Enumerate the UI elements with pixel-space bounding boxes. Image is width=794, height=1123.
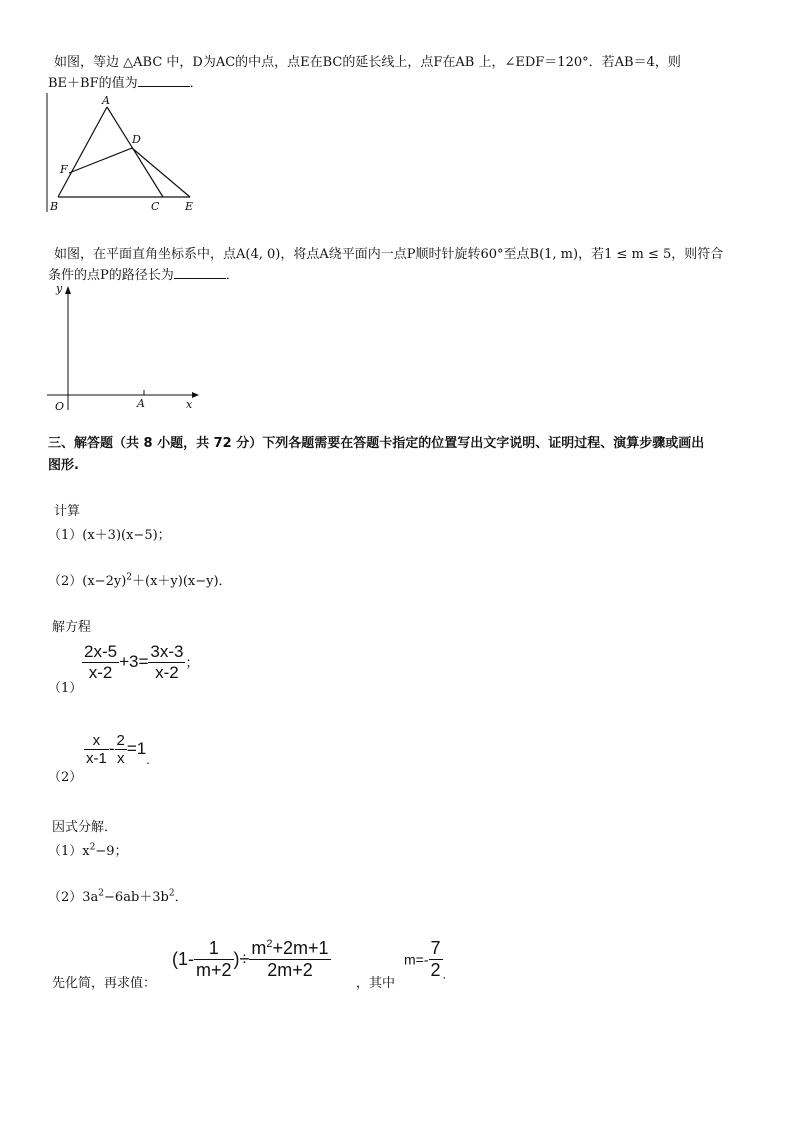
equations-title: 解方程 (52, 620, 92, 635)
simplify-m-value (404, 938, 446, 981)
eq1-end: ； (185, 654, 199, 670)
simplify-frac2-num-exponent: 2 (266, 938, 273, 950)
factor-part1-term: （1）x (48, 844, 90, 859)
label-f: F (60, 163, 68, 176)
equation-1-label: （1） (48, 681, 83, 696)
label-d: D (132, 133, 141, 146)
equation-1 (48, 640, 199, 696)
q2-coordinate-figure (44, 280, 204, 415)
segment-ac (107, 107, 163, 197)
simplify-frac3-num: 7 (430, 938, 441, 958)
q1-text-line2 (48, 72, 203, 91)
segment-ab (58, 107, 107, 197)
factor-part2-term: （2）3a (48, 890, 99, 905)
q2-text-prefix: 条件的点P的路径长为 (48, 268, 174, 283)
simplify-paren-open: (1- (172, 949, 194, 969)
segment-de (132, 148, 190, 197)
label-a: A (102, 94, 110, 107)
q1-text-prefix: BE＋BF的值为 (48, 76, 138, 91)
section3-heading-line1: 三、解答题（共 8 小题，共 72 分）下列各题需要在答题卡指定的位置写出文字说明、证明过程、演算步骤或画出 (48, 436, 705, 451)
calc-part2-term-a: (x−2y) (82, 574, 127, 589)
factor-part2-exponent-2: 2 (168, 888, 175, 899)
label-b: B (50, 200, 59, 213)
section3-heading-line2: 图形. (48, 458, 79, 473)
eq2-middle: - (108, 738, 115, 758)
label-point-a: A (137, 397, 145, 410)
factor-part1-exponent: 2 (89, 842, 96, 853)
calc-part2 (48, 570, 232, 589)
label-e: E (185, 200, 194, 213)
q2-text-suffix: ． (225, 268, 239, 283)
simplify-prefix: 先化简，再求值： (52, 976, 157, 991)
label-o: O (55, 400, 65, 413)
label-y: y (56, 282, 63, 295)
factor-part2 (48, 886, 188, 905)
y-axis-arrow-icon (65, 286, 71, 294)
eq1-frac2-den: x-2 (155, 663, 179, 682)
q1-text-suffix: ． (189, 76, 203, 91)
simplify-m-eq: m=- (404, 951, 429, 968)
factor-part2-end: ． (174, 890, 188, 905)
equation-2-expression (84, 732, 150, 767)
factor-part1 (48, 840, 128, 859)
simplify-end: . (442, 966, 447, 982)
eq2-period: . (146, 751, 150, 767)
simplify-expression (172, 938, 331, 981)
eq2-frac2-den: x (116, 750, 125, 767)
x-axis-arrow-icon (192, 392, 199, 398)
eq1-frac1-num: 2x-5 (84, 642, 118, 661)
simplify-middle: ，其中 (356, 976, 396, 991)
simplify-frac2-num (249, 938, 330, 960)
calc-part2-label: （2） (48, 574, 83, 589)
equation-2 (48, 730, 150, 786)
q1-answer-blank (138, 76, 190, 87)
label-x: x (186, 398, 193, 411)
factor-title: 因式分解． (52, 820, 118, 835)
eq2-frac1-num: x (84, 732, 109, 750)
eq1-middle: +3= (119, 651, 149, 671)
eq1-frac2-num: 3x-3 (150, 642, 184, 661)
simplify-frac2-num-rest: +2m+1 (272, 938, 329, 958)
simplify-frac1-den: m+2 (196, 960, 232, 980)
calc-part2-exponent: 2 (126, 572, 132, 583)
q1-text-line1: 如图，等边 △ABC 中，D为AC的中点，点E在BC的延长线上，点F在AB 上，∠EDF＝120°．若AB＝4，则 (54, 55, 681, 70)
calc-title: 计算 (54, 504, 81, 519)
factor-part2-exponent-1: 2 (98, 888, 105, 899)
label-c: C (151, 200, 160, 213)
calc-part2-term-b: ＋(x＋y)(x−y)． (132, 574, 232, 589)
q2-answer-blank (174, 268, 226, 279)
simplify-frac2-den: 2m+2 (267, 960, 313, 980)
simplify-frac2-num-base: m (251, 938, 267, 958)
q2-text-line1: 如图，在平面直角坐标系中，点A(4, 0)，将点A绕平面内一点P顺时针旋转60°至点B(1, m)，若1 ≤ m ≤ 5，则符合 (54, 247, 724, 262)
simplify-frac3-den: 2 (430, 960, 441, 980)
q1-triangle-figure (40, 90, 210, 215)
eq2-frac1-den: x-1 (86, 750, 107, 767)
calc-part1: （1）(x＋3)(x−5)； (48, 528, 171, 543)
eq1-frac1-den: x-2 (88, 663, 113, 682)
equation-1-expression (82, 642, 198, 683)
simplify-paren-close: )÷ (233, 949, 250, 969)
eq2-end: =1 (126, 738, 147, 758)
equation-2-label: （2） (48, 770, 83, 785)
factor-part1-rest: −9； (95, 844, 128, 859)
simplify-frac1-num: 1 (194, 938, 234, 960)
eq2-frac2-num: 2 (116, 732, 125, 749)
factor-part2-middle: −6ab＋3b (104, 890, 169, 905)
